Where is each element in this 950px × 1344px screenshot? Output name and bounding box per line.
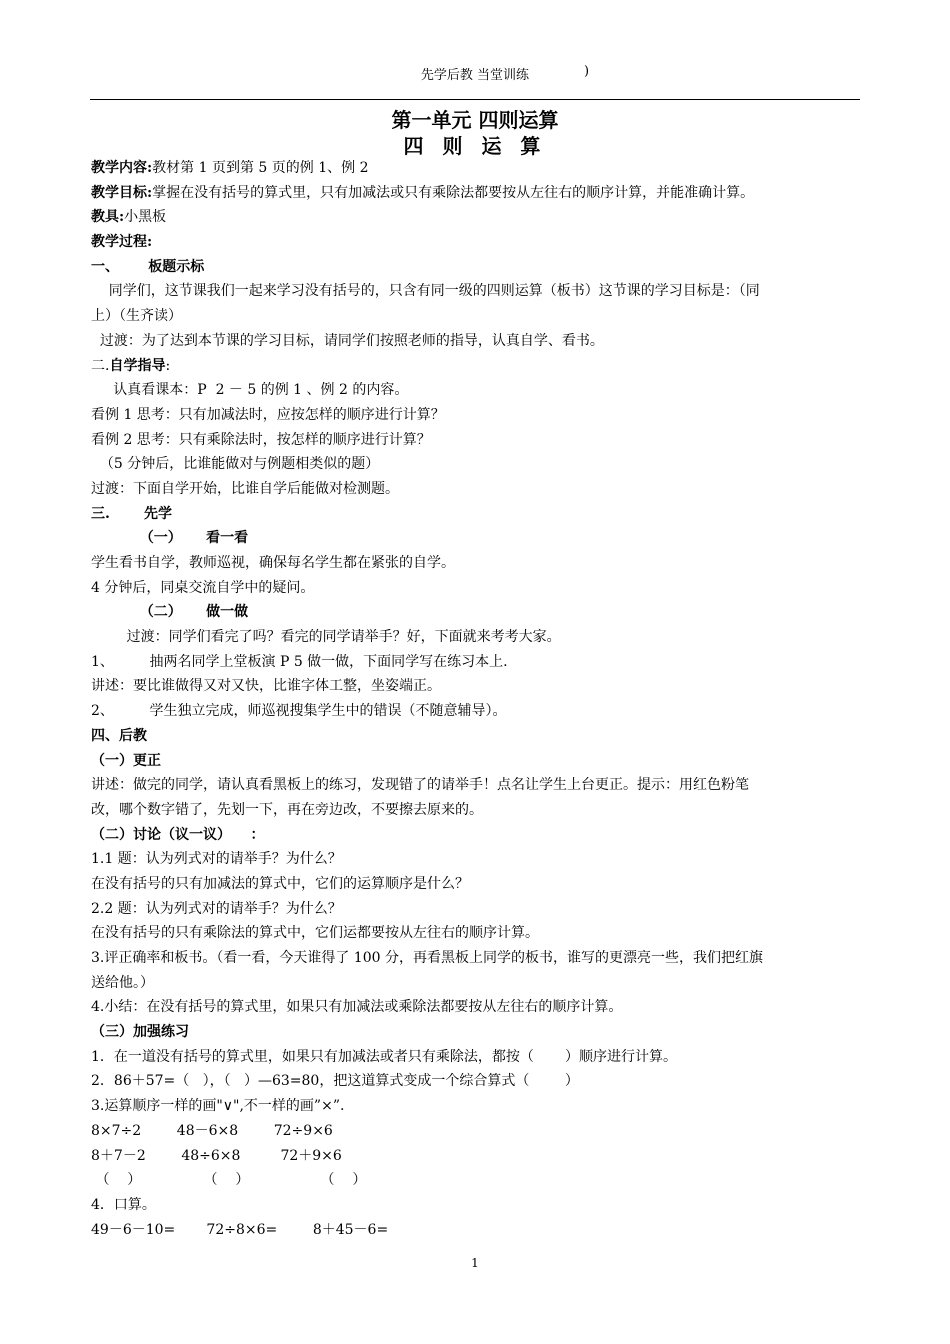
text-line: [91, 872, 869, 897]
text-line: [91, 625, 869, 650]
line-text: 同学们，这节课我们一起来学习没有括号的，只含有同一级的四则运算（板书）这节课的学习目标是：（同: [91, 283, 760, 300]
text-line: [91, 921, 869, 946]
text-line: [91, 156, 869, 181]
page-header: [90, 64, 860, 83]
line-text: 8×7÷2 48－6×8 72÷9×6: [91, 1122, 333, 1139]
text-line: [91, 428, 869, 453]
text-line: [91, 354, 869, 379]
line-text: 二.: [91, 357, 110, 374]
line-text: 4．口算。: [91, 1196, 156, 1213]
line-text: 在没有括号的只有乘除法的算式中，它们运都要按从左往右的顺序计算。: [91, 925, 539, 942]
line-text: （ ） （ ） （ ）: [91, 1172, 367, 1189]
line-text: 看例 1 思考：只有加减法时，应按怎样的顺序进行计算？: [91, 406, 445, 423]
text-line: [91, 650, 869, 675]
line-label: （二）讨论（议一议） ：: [91, 826, 265, 843]
header-rule: [90, 99, 860, 100]
line-label: 自学指导: [109, 357, 166, 374]
text-line: [91, 551, 869, 576]
line-text: 2．86＋57=（ ），（ ）—63=80，把这道算式变成一个综合算式（ ）: [91, 1073, 579, 1090]
line-text: 3.运算顺序一样的画"∨",不一样的画”×”.: [91, 1098, 345, 1115]
unit-title: 第一单元 四则运算: [391, 108, 559, 132]
line-text: 讲述：做完的同学，请认真看黑板上的练习，发现错了的请举手！点名让学生上台更正。提示：用红色粉笔: [91, 777, 749, 794]
header-paren: ): [584, 64, 590, 79]
text-line: [91, 1168, 869, 1193]
line-text: 4.小结：在没有括号的算式里，如果只有加减法或乘除法都要按从左往右的顺序计算。: [91, 999, 623, 1016]
text-line: [91, 798, 869, 823]
line-text: 4 分钟后，同桌交流自学中的疑问。: [91, 579, 315, 596]
line-text: 学生看书自学，教师巡视，确保每名学生都在紧张的自学。: [91, 555, 455, 571]
text-line: [91, 995, 869, 1020]
line-text: 过渡：为了达到本节课的学习目标，请同学们按照老师的指导，认真自学、看书。: [91, 332, 604, 349]
line-text: 认真看课本：P 2 － 5 的例 1 、例 2 的内容。: [91, 382, 409, 399]
line-text: 讲述：要比谁做得又对又快，比谁字体工整，坐姿端正。: [91, 678, 441, 695]
line-text: 掌握在没有括号的算式里，只有加减法或只有乘除法都要按从左往右的顺序计算，并能准确计算。: [152, 184, 755, 201]
text-line: [91, 749, 869, 774]
line-label: 教学目标:: [91, 184, 153, 201]
line-text: 看例 2 思考：只有乘除法时，按怎样的顺序进行计算？: [91, 431, 431, 448]
text-line: [91, 600, 869, 625]
text-line: [91, 971, 869, 996]
line-text: 上）（生齐读）: [91, 308, 182, 325]
line-text: :: [165, 357, 171, 374]
text-line: [91, 699, 869, 724]
text-line: [91, 897, 869, 922]
line-text: 过渡：下面自学开始，比谁自学后能做对检测题。: [91, 480, 399, 497]
line-text: 改，哪个数字错了，先划一下，再在旁边改，不要擦去原来的。: [91, 801, 483, 818]
text-line: [91, 526, 869, 551]
document-body: [91, 156, 869, 1242]
text-line: [91, 230, 869, 255]
text-line: [91, 452, 869, 477]
line-text: 8＋7－2 48÷6×8 72＋9×6: [91, 1147, 342, 1164]
text-line: [91, 946, 869, 971]
text-line: [91, 576, 869, 601]
text-line: [91, 724, 869, 749]
text-line: [91, 1069, 869, 1094]
page-number: 1: [471, 1256, 479, 1270]
line-label: （三）加强练习: [91, 1024, 189, 1041]
text-line: [91, 1045, 869, 1070]
text-line: [91, 255, 869, 280]
text-line: [91, 279, 869, 304]
text-line: [91, 329, 869, 354]
line-label: （二） 做一做: [91, 604, 249, 621]
line-label: 教学过程:: [91, 234, 153, 251]
text-line: [91, 847, 869, 872]
line-label: 四、后教: [91, 727, 147, 744]
text-line: [91, 403, 869, 428]
text-line: [91, 773, 869, 798]
line-text: 2、 学生独立完成，师巡视搜集学生中的错误（不随意辅导）。: [91, 703, 507, 720]
line-label: （一） 看一看: [91, 530, 249, 547]
text-line: [91, 304, 869, 329]
line-text: 教材第 1 页到第 5 页的例 1、例 2: [152, 160, 369, 176]
line-text: 小黑板: [124, 209, 167, 226]
line-text: 1、 抽两名同学上堂板演 P 5 做一做，下面同学写在练习本上.: [91, 653, 508, 670]
text-line: [91, 823, 869, 848]
text-line: [91, 674, 869, 699]
line-text: 过渡：同学们看完了吗？看完的同学请举手？好，下面就来考考大家。: [91, 629, 561, 646]
header-text: 先学后教 当堂训练: [420, 68, 530, 83]
text-line: [91, 1119, 869, 1144]
line-text: 2.2 题：认为列式对的请举手？为什么？: [91, 900, 342, 917]
text-line: [91, 1020, 869, 1045]
line-text: 送给他。）: [91, 974, 154, 991]
text-line: [91, 1218, 869, 1243]
lesson-title: 四 则 运 算: [403, 134, 547, 158]
line-label: 教学内容:: [91, 160, 153, 176]
text-line: [91, 477, 869, 502]
line-label: 教具:: [91, 209, 125, 226]
text-line: [91, 181, 869, 206]
line-label: （一）更正: [91, 752, 161, 769]
line-text: 49－6－10= 72÷8×6= 8＋45－6=: [91, 1221, 389, 1238]
text-line: [91, 1094, 869, 1119]
line-text: （5 分钟后，比谁能做对与例题相类似的题）: [91, 456, 380, 473]
text-line: [91, 502, 869, 527]
line-text: 在没有括号的只有加减法的算式中，它们的运算顺序是什么？: [91, 875, 469, 892]
text-line: [91, 378, 869, 403]
line-label: 三. 先学: [91, 505, 172, 522]
text-line: [91, 205, 869, 230]
text-line: [91, 1193, 869, 1218]
line-text: 1.1 题：认为列式对的请举手？为什么？: [91, 851, 342, 868]
line-label: 一、 板题示标: [91, 258, 205, 275]
line-text: 1．在一道没有括号的算式里，如果只有加减法或者只有乘除法，都按（ ）顺序进行计算。: [91, 1048, 678, 1065]
line-text: 3.评正确率和板书。（看一看，今天谁得了 100 分，再看黑板上同学的板书，谁写的更漂亮一些，我们把红旗: [91, 950, 763, 966]
text-line: [91, 1144, 869, 1169]
